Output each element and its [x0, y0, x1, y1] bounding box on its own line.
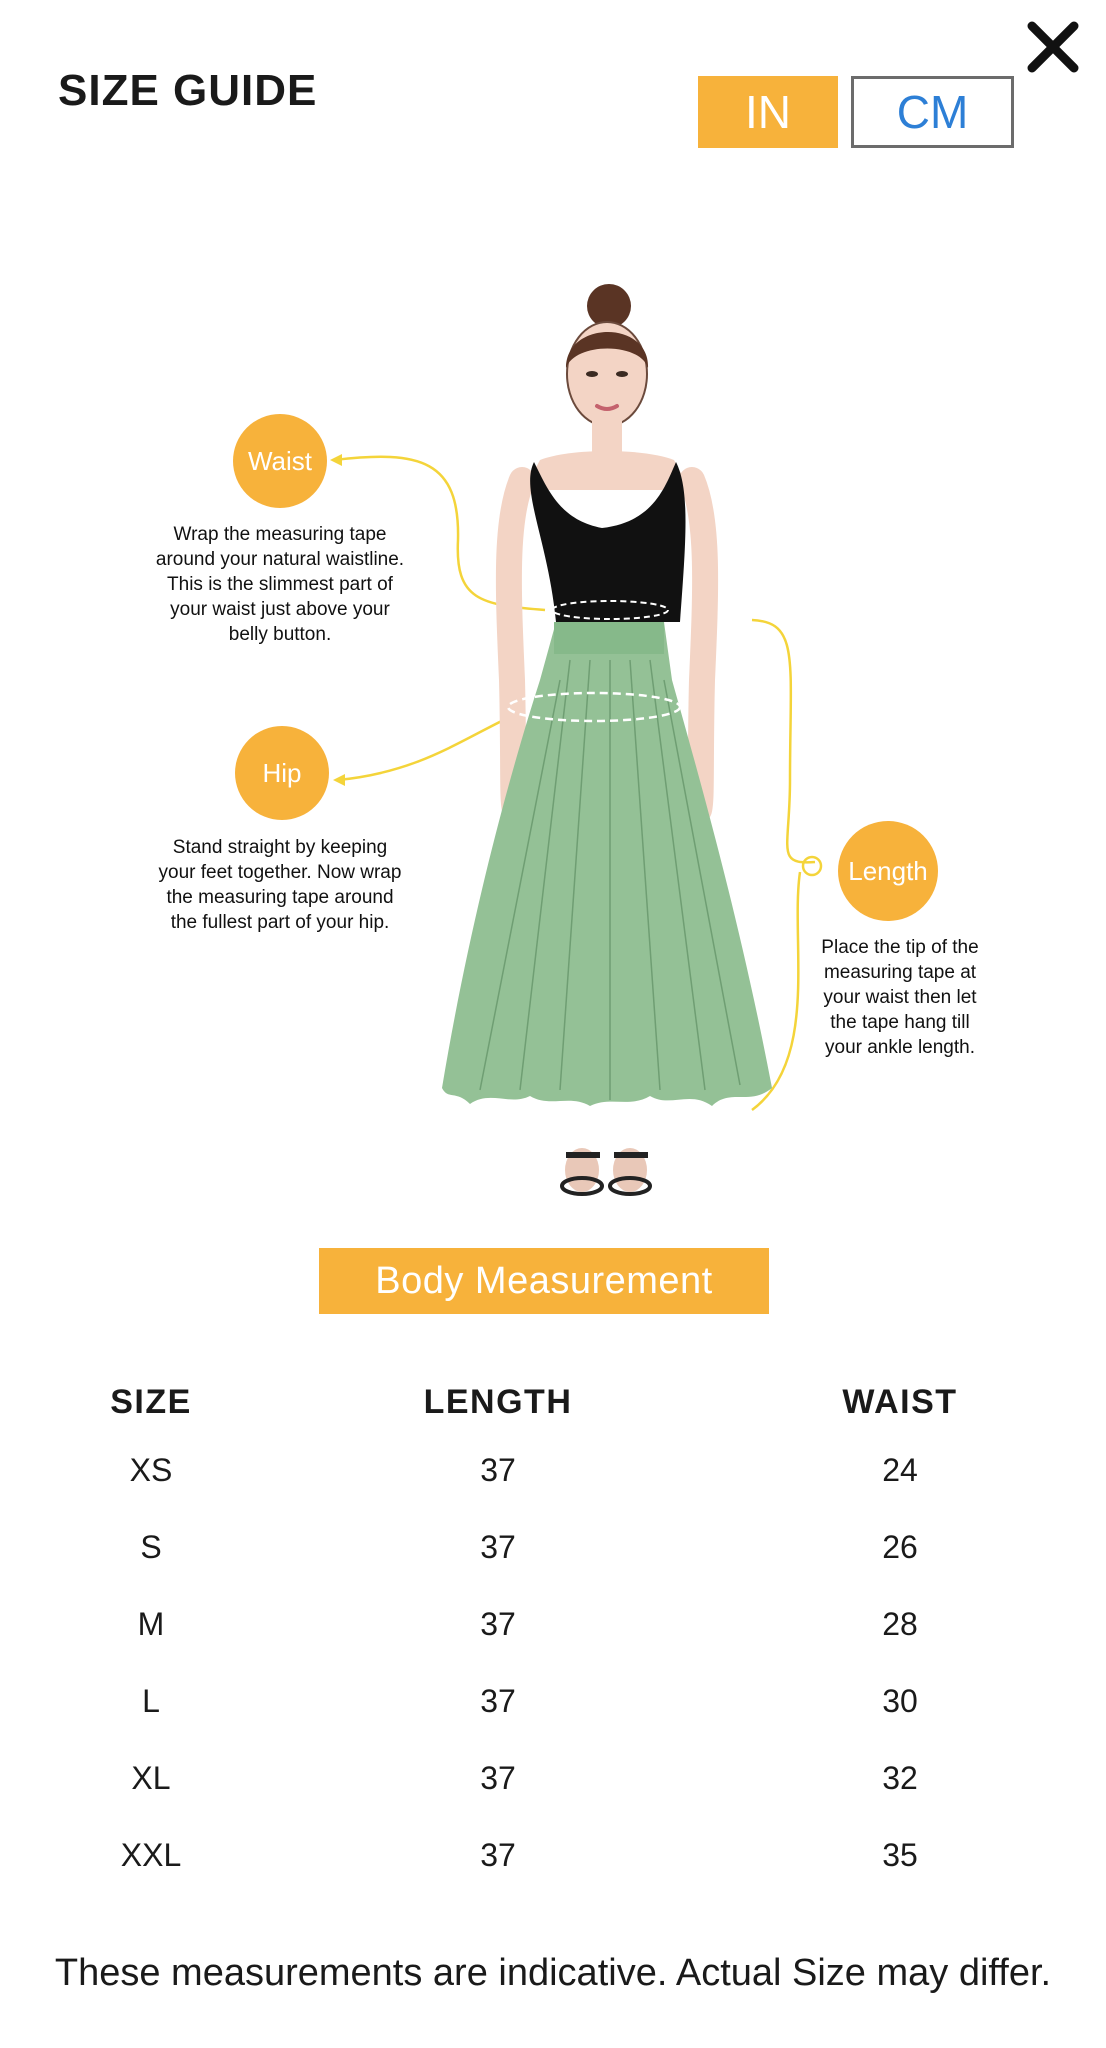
- size-cell: XXL: [120, 1837, 182, 1873]
- unit-cm-button[interactable]: CM: [851, 76, 1014, 148]
- body-measurement-banner: Body Measurement: [319, 1248, 769, 1314]
- waist-cell: 28: [882, 1606, 918, 1642]
- table-row: [0, 1817, 1106, 1894]
- header-waist: WAIST: [842, 1382, 958, 1421]
- length-cell: 37: [480, 1529, 516, 1565]
- length-cell: 37: [480, 1606, 516, 1642]
- size-cell: L: [142, 1683, 160, 1719]
- size-cell: XL: [131, 1760, 171, 1796]
- size-cell: XS: [129, 1452, 173, 1488]
- measurement-illustration: [0, 160, 1106, 1210]
- table-row: [0, 1509, 1106, 1586]
- length-bubble: Length: [838, 821, 938, 921]
- hip-description: Stand straight by keeping your feet together. Now wrap the measuring tape around the fullest part of your hip.: [158, 837, 402, 933]
- table-header-row: [0, 1372, 1106, 1432]
- length-cell: 37: [480, 1452, 516, 1488]
- table-row: [0, 1740, 1106, 1817]
- page-title: SIZE GUIDE: [58, 66, 318, 115]
- size-cell: S: [140, 1529, 162, 1565]
- length-cell: 37: [480, 1837, 516, 1873]
- waist-cell: 26: [882, 1529, 918, 1565]
- table-row: [0, 1432, 1106, 1509]
- table-row: [0, 1586, 1106, 1663]
- length-description: Place the tip of the measuring tape at your waist then let the tape hang till your ankle length.: [821, 937, 979, 1058]
- waist-description: Wrap the measuring tape around your natural waistline. This is the slimmest part of your waist just above your belly button.: [155, 524, 405, 645]
- table-row: [0, 1663, 1106, 1740]
- waist-cell: 24: [882, 1452, 918, 1488]
- header-length: LENGTH: [423, 1382, 573, 1421]
- header-size: SIZE: [110, 1382, 192, 1421]
- waist-cell: 32: [882, 1760, 918, 1796]
- unit-in-button[interactable]: IN: [698, 76, 838, 148]
- waist-bubble: Waist: [233, 414, 327, 508]
- size-table: [0, 1372, 1106, 1894]
- disclaimer-note: These measurements are indicative. Actual Size may differ.: [54, 1952, 1052, 1994]
- waist-cell: 35: [882, 1837, 918, 1873]
- length-cell: 37: [480, 1760, 516, 1796]
- size-cell: M: [137, 1606, 165, 1642]
- close-icon[interactable]: [1024, 18, 1082, 76]
- hip-bubble: Hip: [235, 726, 329, 820]
- length-cell: 37: [480, 1683, 516, 1719]
- waist-cell: 30: [882, 1683, 918, 1719]
